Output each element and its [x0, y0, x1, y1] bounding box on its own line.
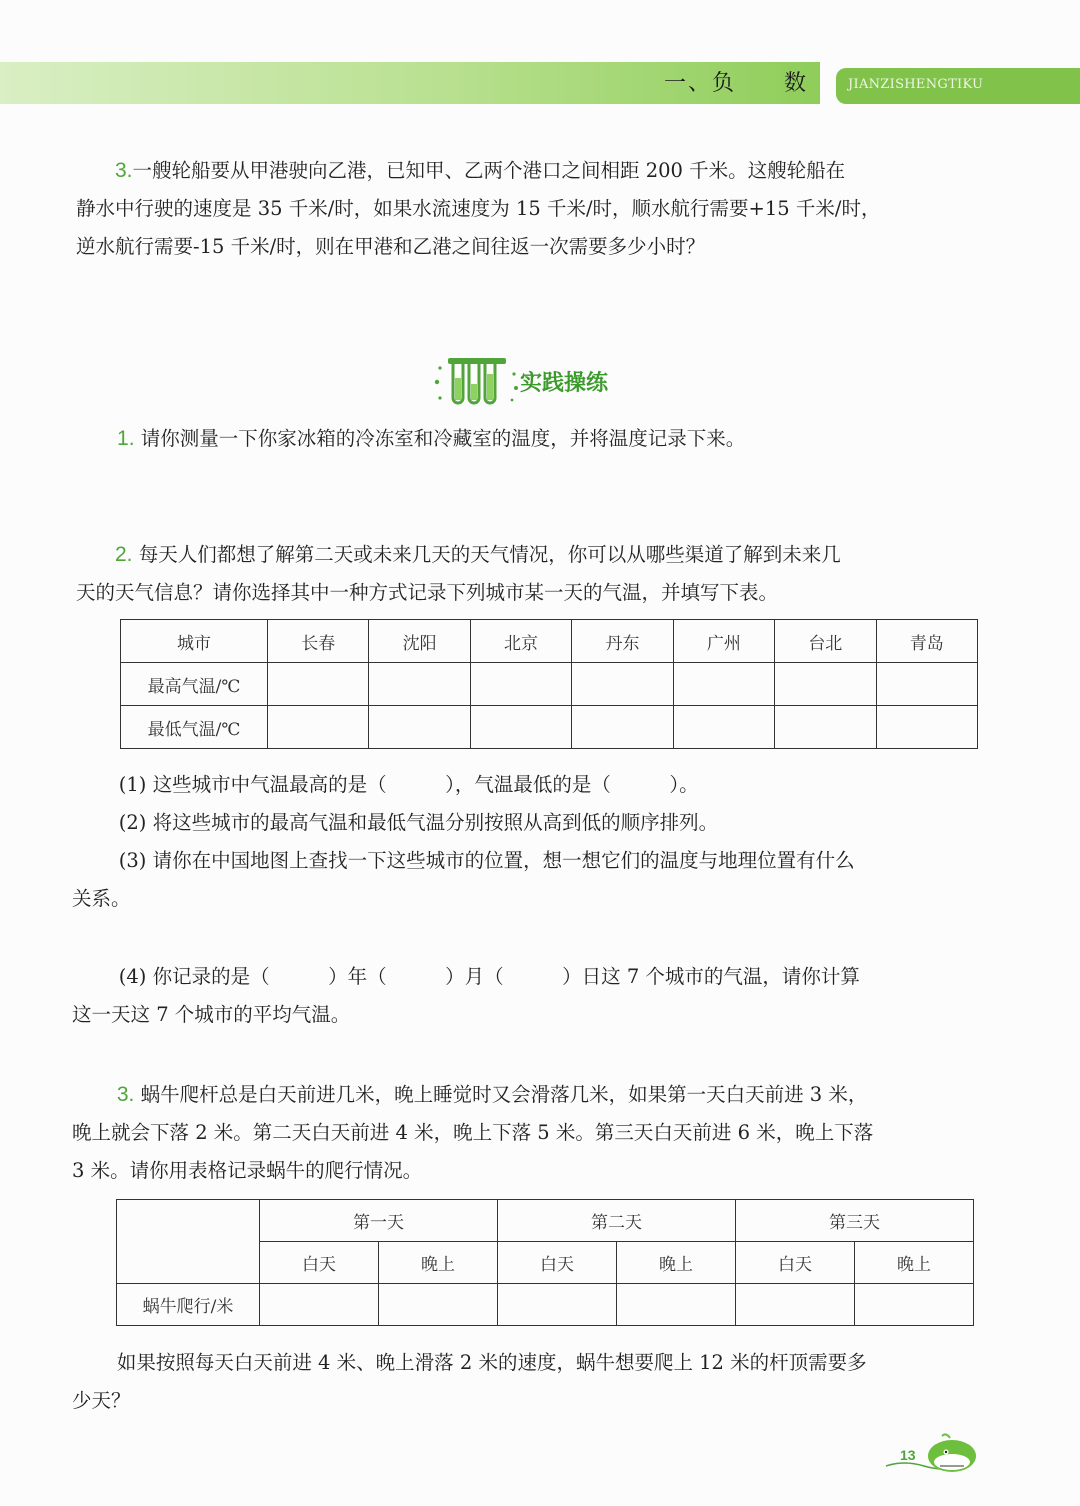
table-header-cell: 白天 [736, 1242, 855, 1284]
table-header-cell: 白天 [260, 1242, 379, 1284]
whale-mascot-icon [884, 1430, 980, 1476]
table-cell[interactable] [673, 663, 774, 706]
practice-2-line2: 天的天气信息？请你选择其中一种方式记录下列城市某一天的气温，并填写下表。 [76, 581, 779, 604]
final-question-line1 [72, 1344, 976, 1382]
table-corner-cell [117, 1200, 260, 1284]
table-cell[interactable] [470, 706, 571, 749]
table-header-cell: 第二天 [498, 1200, 736, 1242]
practice-3-line3: 3 米。请你用表格记录蜗牛的爬行情况。 [72, 1159, 423, 1182]
table-header-row [117, 1200, 974, 1242]
question-number: 2. [115, 543, 133, 566]
final-question [72, 1344, 976, 1420]
table-cell[interactable] [876, 663, 977, 706]
sub-question-text: (3) 请你在中国地图上查找一下这些城市的位置，想一想它们的温度与地理位置有什么 [118, 849, 855, 872]
table-header-cell: 青岛 [876, 620, 977, 663]
table-cell[interactable] [876, 706, 977, 749]
sub-questions-a [72, 766, 976, 918]
sub-questions-b [72, 958, 976, 1034]
row-label: 最高气温/℃ [121, 663, 268, 706]
practice-1 [80, 420, 984, 458]
table-header-cell: 晚上 [617, 1242, 736, 1284]
table-cell[interactable] [268, 663, 369, 706]
question-text: 一艘轮船要从甲港驶向乙港，已知甲、乙两个港口之间相距 200 千米。这艘轮船在 [132, 159, 846, 182]
table-header-cell: 长春 [268, 620, 369, 663]
section-heading [434, 354, 654, 410]
table-cell[interactable] [369, 663, 470, 706]
practice-2-line1 [76, 536, 980, 574]
table-cell[interactable] [369, 706, 470, 749]
practice-1-line [80, 420, 984, 458]
table-cell[interactable] [268, 706, 369, 749]
section-title: 实践操练 [520, 371, 609, 396]
sub-question-text: (2) 将这些城市的最高气温和最低气温分别按照从高到低的顺序排列。 [118, 811, 719, 834]
table-header-cell: 丹东 [572, 620, 673, 663]
table-cell[interactable] [470, 663, 571, 706]
series-tag-text: JIANZISHENGTIKU [848, 77, 984, 92]
table-header-cell: 北京 [470, 620, 571, 663]
question-number: 3. [116, 1083, 135, 1106]
table-header-cell: 广州 [673, 620, 774, 663]
table-header-row [121, 620, 978, 663]
question-3-boat [76, 152, 980, 266]
snail-table [116, 1199, 974, 1326]
practice-3-snail [72, 1076, 976, 1190]
temperature-table [120, 619, 978, 749]
row-label: 最低气温/℃ [121, 706, 268, 749]
question-number: 1. [117, 427, 135, 450]
sub-question-text: (1) 这些城市中气温最高的是（ ），气温最低的是（ ）。 [118, 773, 699, 796]
sub-question-3 [72, 842, 976, 880]
table-header-cell: 晚上 [855, 1242, 974, 1284]
sub-question-2 [72, 804, 976, 842]
table-header-cell: 城市 [121, 620, 268, 663]
table-header-cell: 晚上 [379, 1242, 498, 1284]
question-text: 每天人们都想了解第二天或未来几天的天气情况，你可以从哪些渠道了解到未来几 [138, 543, 841, 566]
question-3-line3: 逆水航行需要-15 千米/时，则在甲港和乙港之间往返一次需要多少小时？ [76, 235, 706, 258]
practice-3-line2: 晚上就会下落 2 米。第二天白天前进 4 米，晚上下落 5 米。第三天白天前进 6 米，晚上下落 [72, 1121, 874, 1144]
sub-question-1 [72, 766, 976, 804]
table-header-cell: 第三天 [736, 1200, 974, 1242]
table-row [117, 1284, 974, 1326]
table-cell[interactable] [617, 1284, 736, 1326]
sub-question-4-cont: 这一天这 7 个城市的平均气温。 [72, 1003, 351, 1026]
chapter-title [664, 68, 808, 100]
sub-question-3-cont: 关系。 [72, 887, 131, 910]
question-text: 蜗牛爬杆总是白天前进几米，晚上睡觉时又会滑落几米，如果第一天白天前进 3 米， [140, 1083, 868, 1106]
question-3-line1 [76, 152, 980, 190]
practice-3-line1 [72, 1076, 976, 1114]
table-cell[interactable] [855, 1284, 974, 1326]
sub-question-4 [72, 958, 976, 996]
table-header-cell: 第一天 [260, 1200, 498, 1242]
row-label: 蜗牛爬行/米 [117, 1284, 260, 1326]
table-cell[interactable] [572, 663, 673, 706]
table-cell[interactable] [775, 663, 876, 706]
table-cell[interactable] [379, 1284, 498, 1326]
sub-question-text: (4) 你记录的是（ ）年（ ）月（ ）日这 7 个城市的气温，请你计算 [118, 965, 860, 988]
question-text: 如果按照每天白天前进 4 米、晚上滑落 2 米的速度，蜗牛想要爬上 12 米的杆顶需要多 [116, 1351, 867, 1374]
final-question-line2: 少天？ [72, 1389, 131, 1412]
table-header-cell: 白天 [498, 1242, 617, 1284]
chapter-title-part1: 一、负 [664, 71, 737, 96]
table-row [121, 663, 978, 706]
table-header-cell: 沈阳 [369, 620, 470, 663]
table-cell[interactable] [572, 706, 673, 749]
question-3-line2: 静水中行驶的速度是 35 千米/时，如果水流速度为 15 千米/时，顺水航行需要+15 千米/时， [76, 197, 881, 220]
table-cell[interactable] [260, 1284, 379, 1326]
table-row [121, 706, 978, 749]
table-cell[interactable] [673, 706, 774, 749]
table-cell[interactable] [775, 706, 876, 749]
table-cell[interactable] [736, 1284, 855, 1326]
practice-2 [76, 536, 980, 612]
question-text: 请你测量一下你家冰箱的冷冻室和冷藏室的温度，并将温度记录下来。 [140, 427, 746, 450]
test-tubes-icon [434, 354, 520, 410]
page-number: 13 [900, 1447, 916, 1463]
table-header-cell: 台北 [775, 620, 876, 663]
table-cell[interactable] [498, 1284, 617, 1326]
series-tag [836, 68, 1080, 104]
question-number: 3. [115, 159, 133, 182]
chapter-title-part2: 数 [784, 71, 809, 96]
